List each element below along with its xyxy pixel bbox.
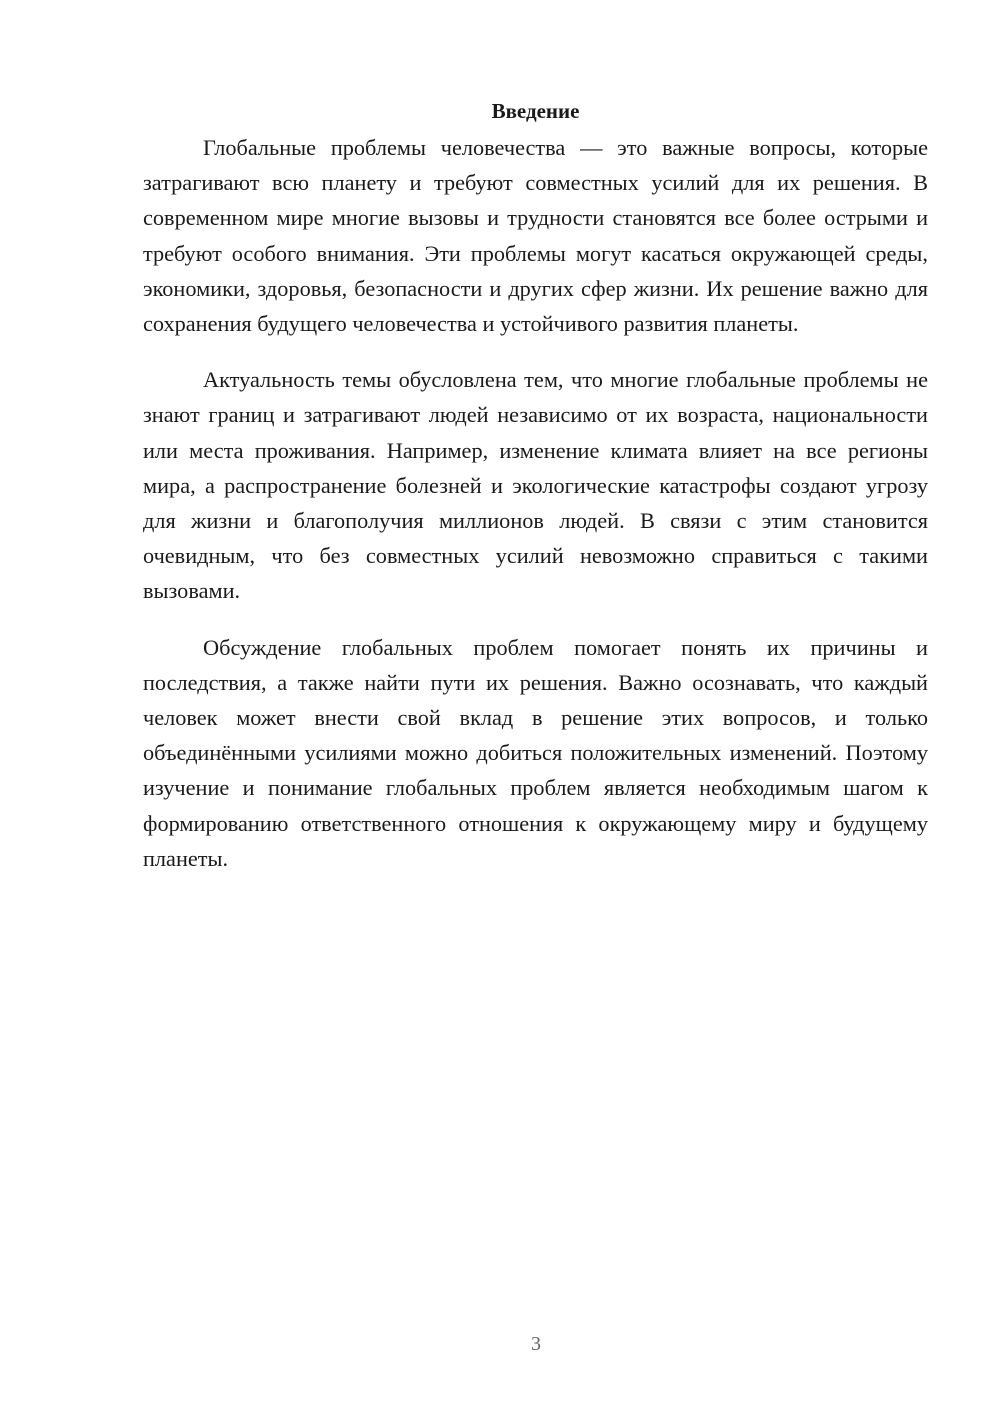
paragraph-relevance: Актуальность темы обусловлена тем, что многие глобальные проблемы не знают границ и затрагивают людей независимо от их возраста, национальности или места проживания. Например, изменение климата влияет на все регионы мира, а распространение болезней и экологические катастрофы создают угрозу для жизни и благополучия миллионов людей. В связи с этим становится очевидным, что без совместных усилий невозможно справиться с такими вызовами. [143, 367, 928, 604]
page-number: 3 [531, 1333, 541, 1355]
section-heading: Введение [491, 99, 580, 123]
page-content [143, 96, 928, 897]
paragraph-discussion: Обсуждение глобальных проблем помогает понять их причины и последствия, а также найти пути их решения. Важно осознавать, что каждый человек может внести свой вклад в решение этих вопросов, и только объединёнными усилиями можно добиться положительных изменений. Поэтому изучение и понимание глобальных проблем является необходимым шагом к формированию ответственного отношения к окружающему миру и будущему планеты. [143, 634, 928, 871]
paragraph-intro: Глобальные проблемы человечества — это важные вопросы, которые затрагивают всю планету и требуют совместных усилий для их решения. В современном мире многие вызовы и трудности становятся все более острыми и требуют особого внимания. Эти проблемы могут касаться окружающей среды, экономики, здоровья, безопасности и других сфер жизни. Их решение важно для сохранения будущего человечества и устойчивого развития планеты. [143, 135, 928, 337]
